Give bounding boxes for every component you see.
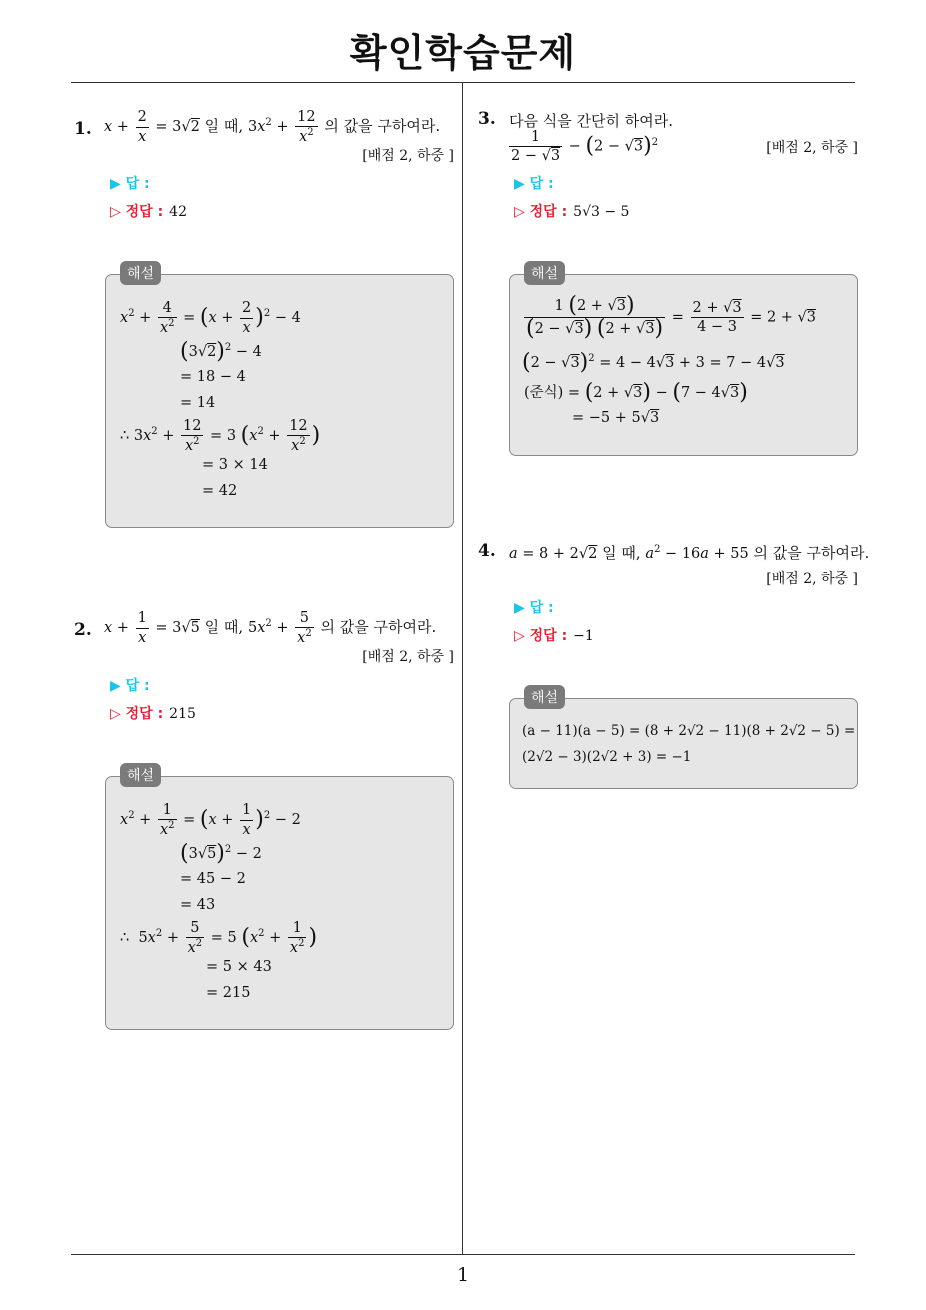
- question-1-number: 1.: [74, 119, 92, 139]
- column-divider: [462, 83, 463, 1255]
- question-3-correct: ▷ 정답 : 5√3 − 5: [514, 204, 630, 220]
- page-title: 확인학습문제: [349, 31, 577, 75]
- question-3-text: 다음 식을 간단히 하여라.: [509, 112, 673, 130]
- question-4-number: 4.: [478, 541, 496, 561]
- question-3-expression: $\frac{1}{2 - √3}$ − $(2 - √3)^2$: [511, 129, 659, 165]
- question-3-meta: [배점 2, 하중 ]: [766, 140, 858, 156]
- question-4-solution-tag: 해설: [524, 685, 565, 709]
- question-2-answer-label: ▶ 답 :: [110, 678, 150, 694]
- question-4-answer-label: ▶ 답 :: [514, 600, 554, 616]
- question-2-correct: ▷ 정답 : 215: [110, 706, 196, 722]
- question-1-meta: [배점 2, 하중 ]: [362, 148, 454, 164]
- question-4-meta: [배점 2, 하중 ]: [766, 571, 858, 587]
- question-1-answer-label: ▶ 답 :: [110, 176, 150, 192]
- question-1-correct: ▷ 정답 : 42: [110, 204, 187, 220]
- question-2-solution-tag: 해설: [120, 763, 161, 787]
- bottom-divider: [71, 1254, 855, 1255]
- question-1-solution-box: $x^2$ + $\frac{4}{x^2}$ = (x + $\frac{2}{x}$ )$^2$ − 4 $(3√2)^2 - 4$ = 18 − 4 = 14 ∴ $3x^2$ + $\frac{12}{x^2}$ = 3 ($x^2$ + $\frac{12}{x^2}$ ) = 3 × 14 = 42 해설: [105, 274, 454, 528]
- page-number: 1: [456, 1264, 470, 1286]
- question-4-solution-box: (a − 11)(a − 5) = (8 + 2√2 − 11)(8 + 2√2 − 5) = (2√2 − 3)(2√2 + 3) = −1 해설: [509, 698, 858, 789]
- question-4-text: a = 8 + 2√2 일 때, $a^2 - 16a + 55$ 의 값을 구하여라.: [509, 544, 870, 562]
- question-4-correct: ▷ 정답 : −1: [514, 628, 594, 644]
- question-2-number: 2.: [74, 620, 92, 640]
- question-3-number: 3.: [478, 109, 496, 129]
- question-3-answer-label: ▶ 답 :: [514, 176, 554, 192]
- top-divider: [71, 82, 855, 83]
- question-1-solution-tag: 해설: [120, 261, 161, 285]
- question-3-solution-box: $\frac{1 (2 + √3)}{(2 - √3) (2 + √3)}$ = $\frac{2 + √3}{4 - 3}$ = 2 + √3 $(2 - √3)^2 = 4 - 4√3 + 3 = 7 - 4√3$ (준식) = (2 + √3) − (7 − 4√3) = −5 + 5√3 해설: [509, 274, 858, 456]
- question-2-meta: [배점 2, 하중 ]: [362, 649, 454, 665]
- question-2-text: x + $\frac{1}{x}$ = 3√5 일 때, $5x^2$ + $\frac{5}{x^2}$ 의 값을 구하여라.: [104, 610, 437, 646]
- question-2-solution-box: $x^2$ + $\frac{1}{x^2}$ = (x + $\frac{1}{x}$ )$^2$ − 2 $(3√5)^2 - 2$ = 45 − 2 = 43 ∴ $5x^2$ + $\frac{5}{x^2}$ = 5 ($x^2$ + $\frac{1}{x^2}$ ) = 5 × 43 = 215 해설: [105, 776, 454, 1030]
- question-1-text: x + $\frac{2}{x}$ = 3√2 일 때, $3x^2$ + $\frac{12}{x^2}$ 의 값을 구하여라.: [104, 109, 441, 145]
- question-3-solution-tag: 해설: [524, 261, 565, 285]
